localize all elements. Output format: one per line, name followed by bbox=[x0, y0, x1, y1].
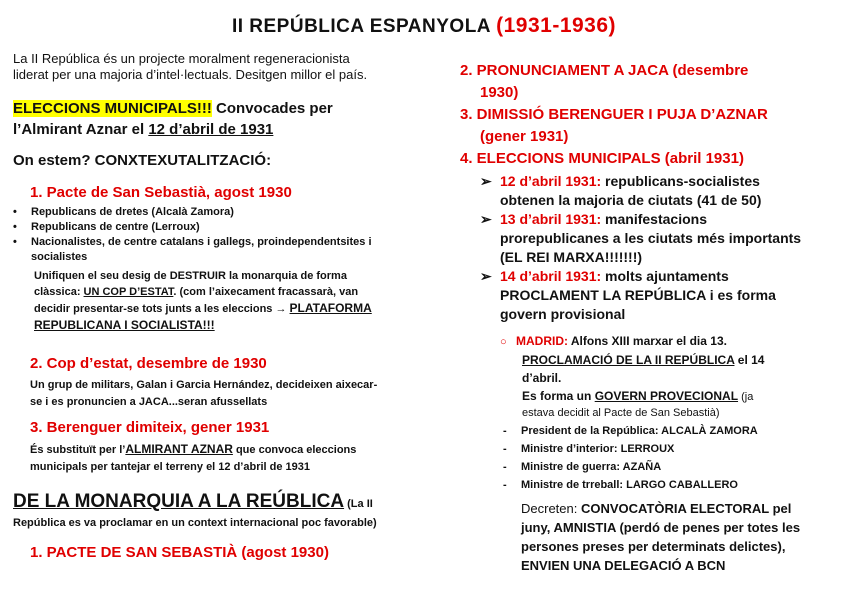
intro-paragraph bbox=[13, 51, 367, 84]
circle-bullet-icon: ○ bbox=[500, 336, 507, 348]
s3-line: És substituït per l’ bbox=[30, 444, 126, 456]
heading-3-line: (gener 1931) bbox=[480, 128, 569, 145]
s3-line: que convoca eleccions bbox=[232, 444, 357, 456]
arrow-bullet-icon: ➢ bbox=[480, 211, 492, 227]
elections-text: Convocades per bbox=[211, 100, 333, 117]
bullet-item: • Republicans de centre (Lerroux) bbox=[13, 220, 372, 235]
intro-line: liderat per una majoria d’intel·lectuals. Desitgen millor el país. bbox=[13, 67, 368, 83]
minister-item: - Ministre d’interior: LERROUX bbox=[503, 440, 758, 458]
madrid-label: MADRID: bbox=[516, 334, 568, 348]
arrow-bullet-icon: ➢ bbox=[480, 268, 492, 284]
intro-line: La II República és un projecte moralment regeneracionista bbox=[13, 51, 350, 66]
context-heading: On estem? CONXTEXUTALITZACIÓ: bbox=[13, 152, 272, 169]
section1-heading: 1. Pacte de San Sebastià, agost 1930 bbox=[30, 184, 292, 201]
platform-term: PLATAFORMA bbox=[289, 301, 372, 315]
section1-bullets bbox=[13, 205, 372, 265]
decrees-text: CONVOCATÒRIA ELECTORAL pel bbox=[580, 501, 792, 516]
government-term: GOVERN PROVECIONAL bbox=[594, 389, 739, 403]
heading-3-line: 3. DIMISSIÓ BERENGUER I PUJA D’AZNAR bbox=[460, 106, 768, 123]
s3-line: municipals per tantejar el terreny el 12 d’abril de 1931 bbox=[30, 461, 311, 473]
s1-line: Unifiquen el seu desig de DESTRUIR la monarquia de forma bbox=[34, 270, 347, 282]
decrees-text: persones preses per determinats delictes), bbox=[521, 539, 786, 554]
decrees-text: juny, AMNISTIA (perdó de penes per totes les bbox=[521, 520, 801, 535]
s1-line: decidir presentar-se tots junts a les eleccions → bbox=[34, 303, 290, 315]
timeline-text: (EL REI MARXA!!!!!!!) bbox=[500, 249, 643, 265]
minister-item: - Ministre de guerra: AZAÑA bbox=[503, 458, 758, 476]
timeline-date: 13 d’abril 1931: bbox=[500, 211, 602, 227]
section1-paragraph bbox=[34, 268, 372, 333]
elections-highlight: ELECCIONS MUNICIPALS!!! bbox=[13, 100, 212, 117]
heading-2-line: 2. PRONUNCIAMENT A JACA (desembre bbox=[460, 62, 749, 79]
timeline-text: prorepublicanes a les ciutats més importants bbox=[500, 230, 802, 246]
monarchy-heading-block bbox=[13, 491, 373, 513]
decrees-block bbox=[521, 499, 800, 575]
timeline-text: republicans-socialistes bbox=[601, 173, 760, 189]
timeline-text: molts ajuntaments bbox=[601, 268, 729, 284]
decrees-label: Decreten: bbox=[521, 501, 581, 516]
section2-heading: 2. Cop d’estat, desembre de 1930 bbox=[30, 355, 267, 372]
heading-2 bbox=[460, 60, 748, 104]
timeline-item bbox=[480, 172, 840, 210]
section3-heading: 3. Berenguer dimiteix, gener 1931 bbox=[30, 419, 270, 436]
elections-date: 12 d’abril de 1931 bbox=[148, 120, 274, 138]
title-main: II REPÚBLICA ESPANYOLA bbox=[231, 16, 491, 37]
monarchy-note: (La II bbox=[344, 498, 373, 510]
aznar-term: ALMIRANT AZNAR bbox=[125, 442, 233, 456]
timeline-text: manifestacions bbox=[601, 211, 707, 227]
section2-text bbox=[30, 377, 377, 411]
heading-2-line: 1930) bbox=[480, 84, 519, 101]
s2-line: Un grup de militars, Galan i Garcia Hernández, decideixen aixecar- bbox=[30, 379, 378, 391]
s1-line: . (com l’aixecament fracassarà, van bbox=[173, 286, 359, 298]
monarchy-heading: DE LA MONARQUIA A LA REÚBLICA bbox=[13, 491, 345, 512]
s1-line: clàssica: bbox=[34, 286, 84, 298]
madrid-text: el 14 bbox=[734, 353, 765, 367]
election-timeline bbox=[480, 172, 840, 324]
madrid-note: estava decidit al Pacte de San Sebastià) bbox=[522, 407, 720, 419]
bullet-item: • Republicans de dretes (Alcalà Zamora) bbox=[13, 205, 372, 220]
bullet-continuation: socialistes bbox=[31, 251, 88, 263]
timeline-text: obtenen la majoria de ciutats (41 de 50) bbox=[500, 192, 762, 208]
timeline-item bbox=[480, 267, 840, 324]
page-title bbox=[0, 14, 848, 38]
arrow-bullet-icon: ➢ bbox=[480, 173, 492, 189]
madrid-block bbox=[500, 332, 764, 420]
heading-3 bbox=[460, 104, 768, 148]
elections-line2: l’Almirant Aznar el bbox=[13, 120, 149, 138]
s2-line: se i es pronuncien a JACA...seran afussellats bbox=[30, 396, 268, 408]
minister-item: - Ministre de trreball: LARGO CABALLERO bbox=[503, 476, 758, 494]
minister-item: - President de la República: ALCALÀ ZAMORA bbox=[503, 422, 758, 440]
pacte-heading: 1. PACTE DE SAN SEBASTIÀ (agost 1930) bbox=[30, 544, 329, 561]
platform-term-2: REPUBLICANA I SOCIALISTA!!! bbox=[34, 318, 215, 332]
madrid-note: (ja bbox=[738, 391, 754, 403]
timeline-text: govern provisional bbox=[500, 306, 626, 322]
section3-text bbox=[30, 441, 356, 476]
monarchy-note-2: República es va proclamar en un context internacional poc favorable) bbox=[13, 517, 377, 529]
madrid-text: Es forma un bbox=[522, 389, 595, 403]
decrees-text: ENVIEN UNA DELEGACIÓ A BCN bbox=[521, 558, 726, 573]
timeline-item bbox=[480, 210, 840, 267]
timeline-text: PROCLAMENT LA REPÚBLICA i es forma bbox=[500, 287, 776, 303]
proclamation-term: PROCLAMACIÓ DE LA II REPÚBLICA bbox=[522, 353, 735, 367]
madrid-text: d’abril. bbox=[522, 371, 562, 385]
bullet-item: • Nacionalistes, de centre catalans i gallegs, proindependentsites i bbox=[13, 235, 372, 250]
title-years: (1931-1936) bbox=[496, 14, 617, 37]
ministers-list bbox=[503, 422, 758, 494]
madrid-text: Alfons XIII marxar el dia 13. bbox=[568, 334, 727, 348]
timeline-date: 12 d’abril 1931: bbox=[500, 173, 602, 189]
coup-term: UN COP D’ESTAT bbox=[83, 286, 174, 298]
heading-4: 4. ELECCIONS MUNICIPALS (abril 1931) bbox=[460, 150, 744, 167]
elections-callout bbox=[13, 100, 333, 140]
timeline-date: 14 d’abril 1931: bbox=[500, 268, 602, 284]
